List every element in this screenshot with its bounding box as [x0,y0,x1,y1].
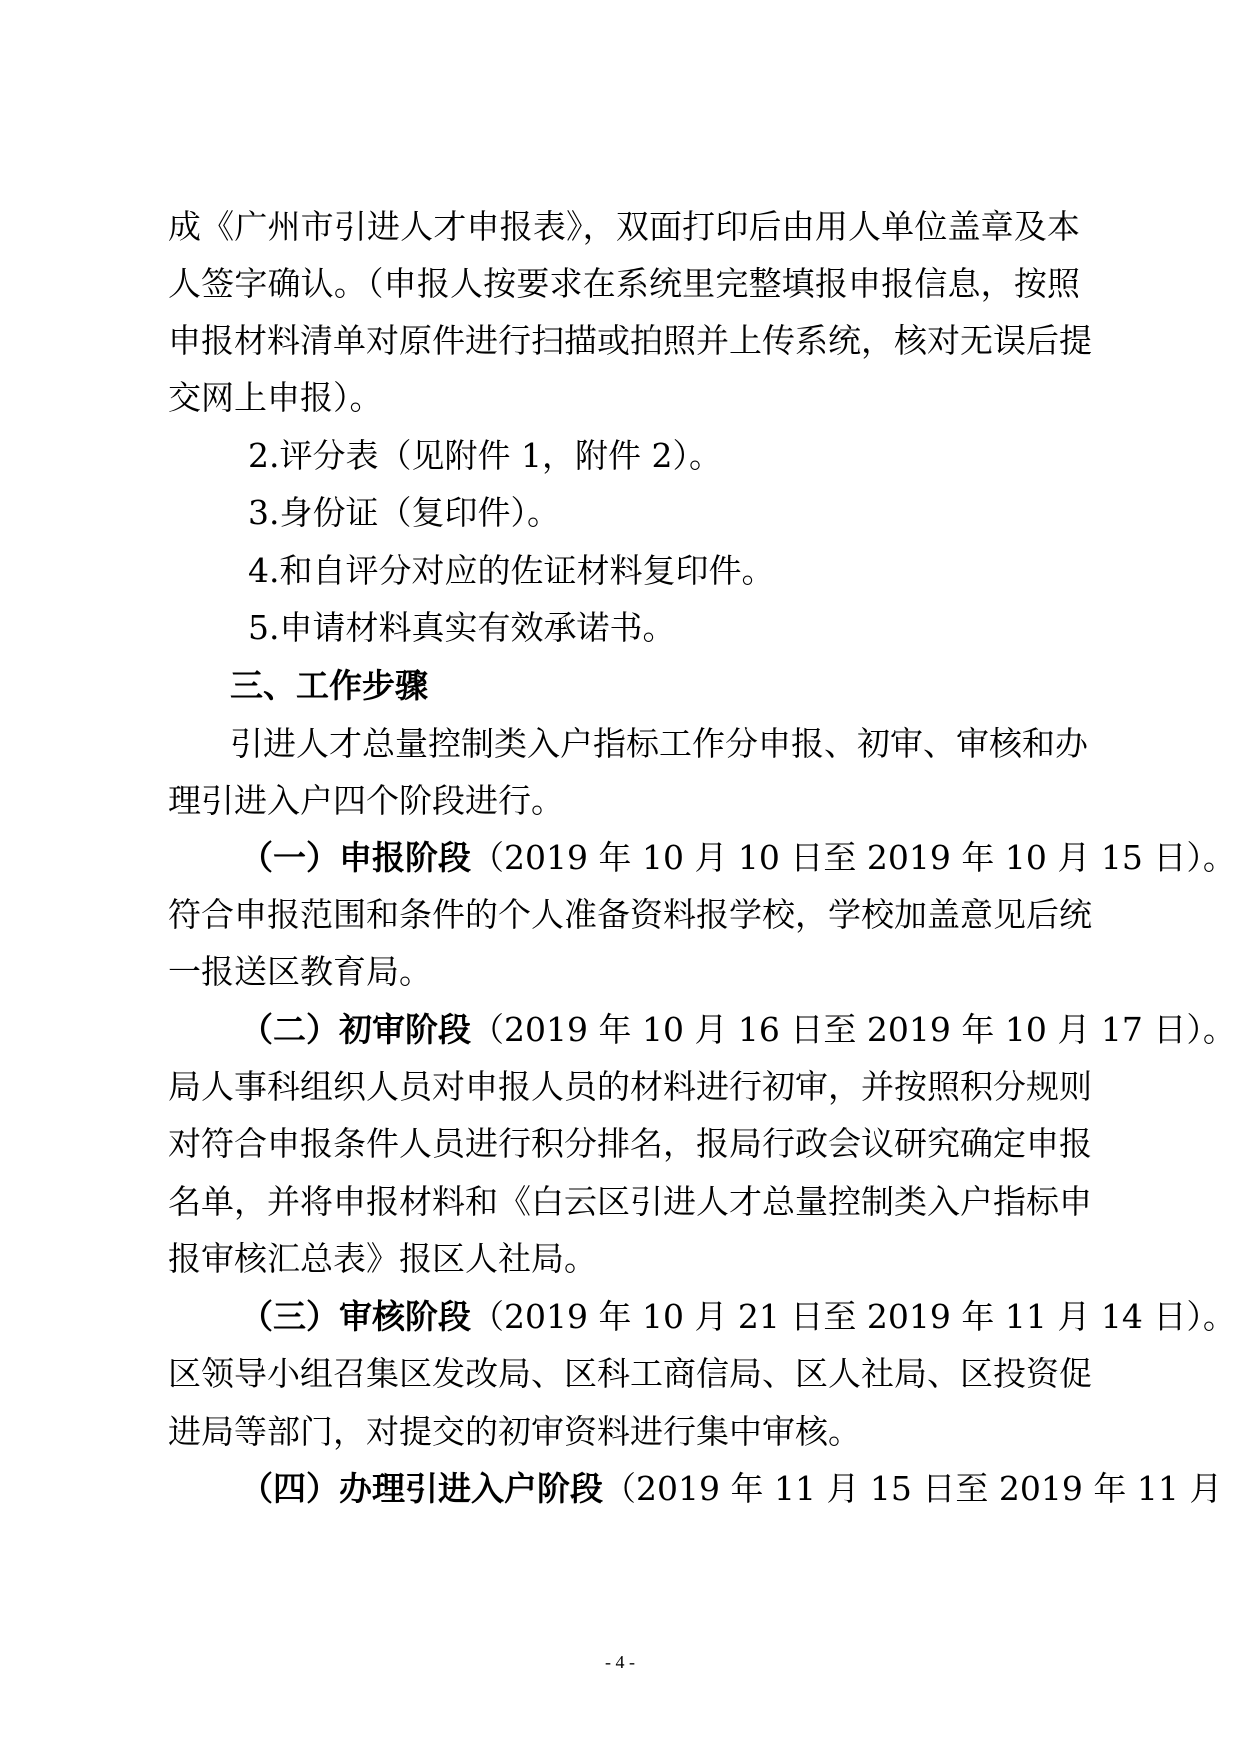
section-heading: 三、工作步骤 [230,666,428,705]
list-item-5: 5.申请材料真实有效承诺书。 [248,608,676,647]
stage-1-dates: （2019 年 10 月 10 日至 2019 年 10 月 15 日）。 [471,838,1236,877]
stage-3-dates: （2019 年 10 月 21 日至 2019 年 11 月 14 日）。 [471,1297,1236,1336]
paragraph-1-line-1: 成《广州市引进人才申报表》，双面打印后由用人单位盖章及本 [168,207,1080,246]
stage-2-line-3: 对符合申报条件人员进行积分排名，报局行政会议研究确定申报 [168,1124,1092,1163]
stage-1-line-3: 一报送区教育局。 [168,952,432,991]
intro-line-1: 引进人才总量控制类入户指标工作分申报、初审、审核和办 [230,724,1088,763]
stage-2-line-5: 报审核汇总表》报区人社局。 [168,1239,597,1278]
stage-2-label: （二）初审阶段 [240,1010,471,1049]
stage-4-dates: （2019 年 11 月 15 日至 2019 年 11 月 [603,1469,1223,1508]
page-number: - 4 - [605,1652,635,1672]
stage-3-header [240,1295,1236,1339]
paragraph-1-line-2: 人签字确认。（申报人按要求在系统里完整填报申报信息，按照 [168,264,1080,303]
stage-1-header [240,836,1236,880]
stage-2-header [240,1008,1236,1052]
stage-3-line-2: 区领导小组召集区发改局、区科工商信局、区人社局、区投资促 [168,1354,1092,1393]
list-item-4: 4.和自评分对应的佐证材料复印件。 [248,551,775,590]
intro-line-2: 理引进入户四个阶段进行。 [168,781,564,820]
stage-2-dates: （2019 年 10 月 16 日至 2019 年 10 月 17 日）。 [471,1010,1236,1049]
stage-3-label: （三）审核阶段 [240,1297,471,1336]
stage-2-line-2: 局人事科组织人员对申报人员的材料进行初审，并按照积分规则 [168,1067,1092,1106]
stage-1-line-2: 符合申报范围和条件的个人准备资料报学校，学校加盖意见后统 [168,895,1092,934]
stage-2-line-4: 名单，并将申报材料和《白云区引进人才总量控制类入户指标申 [168,1182,1092,1221]
list-item-3: 3.身份证（复印件）。 [248,493,560,532]
paragraph-1-line-4: 交网上申报）。 [168,378,383,417]
list-item-2: 2.评分表（见附件 1，附件 2）。 [248,436,722,475]
stage-4-label: （四）办理引进入户阶段 [240,1469,603,1508]
stage-3-line-3: 进局等部门，对提交的初审资料进行集中审核。 [168,1412,861,1451]
paragraph-1-line-3: 申报材料清单对原件进行扫描或拍照并上传系统，核对无误后提 [168,321,1092,360]
stage-4-header [240,1467,1222,1511]
stage-1-label: （一）申报阶段 [240,838,471,877]
